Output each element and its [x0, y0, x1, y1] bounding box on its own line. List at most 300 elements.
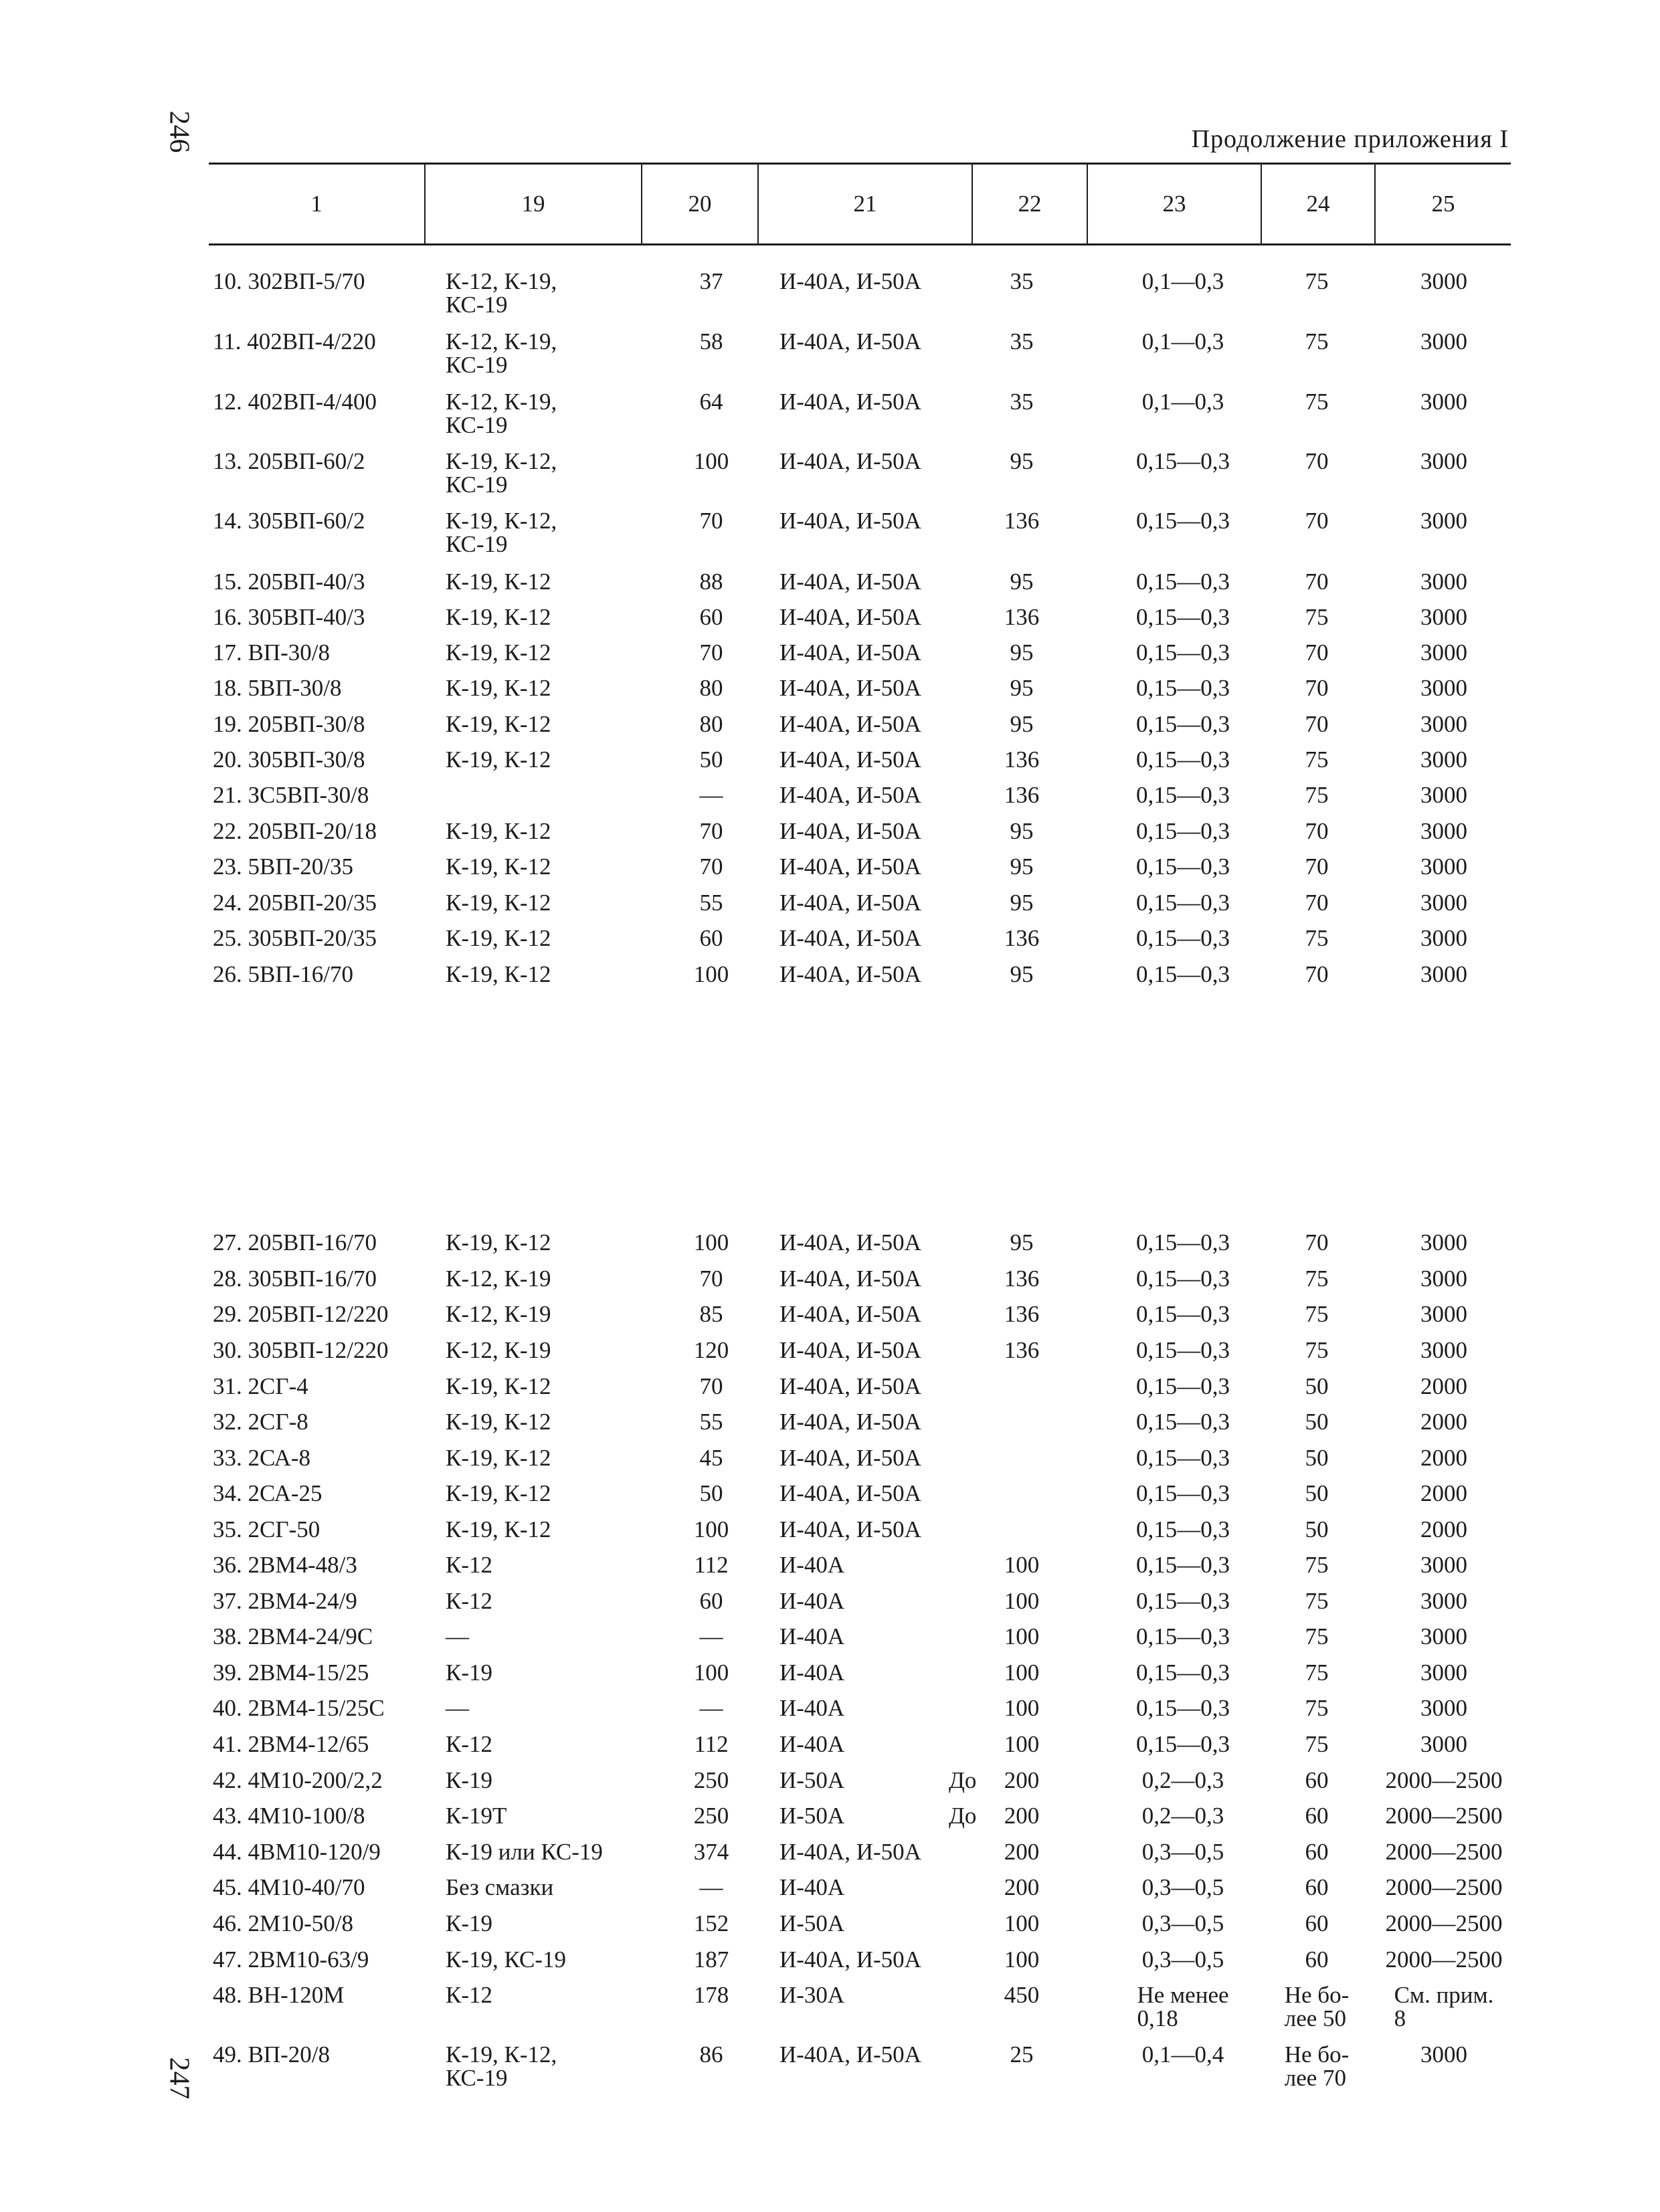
cell-grease-amount	[694, 1803, 729, 1828]
cell-grease-amount	[700, 819, 723, 843]
cell-line: КС-19	[446, 412, 508, 438]
cell-temperature	[1305, 1302, 1329, 1326]
cell-line: 0,15—0,3	[1136, 508, 1230, 534]
cell-line: 0,2—0,3	[1141, 1803, 1224, 1829]
cell-line: К-12, К-19,	[446, 328, 557, 355]
cell-temperature	[1305, 1338, 1329, 1363]
cell-line: И-40А, И-50А	[779, 925, 921, 951]
cell-oil-grade	[779, 747, 921, 772]
cell-line: 0,1—0,3	[1141, 389, 1224, 415]
cell-line: 2000—2500	[1385, 1910, 1503, 1936]
cell-pressure-range	[1142, 269, 1224, 294]
cell-line: 46. 2М10-50/8	[213, 1910, 353, 1936]
cell-line: К-19	[446, 1910, 492, 1936]
cell-line: 20. 305ВП-30/8	[213, 746, 365, 773]
cell-line: 86	[699, 2041, 723, 2068]
cell-operating-hours	[1420, 1302, 1467, 1326]
cell-oil-grade	[779, 1481, 921, 1506]
cell-oil-grade	[779, 1409, 921, 1434]
cell-pressure-range	[1136, 712, 1230, 736]
cell-line: 0,15—0,3	[1136, 604, 1230, 630]
cell-oil-amount	[1010, 676, 1034, 700]
cell-line: 136	[1004, 1301, 1040, 1327]
cell-line: 35	[1010, 268, 1034, 294]
cell-line: 0,15—0,3	[1136, 890, 1230, 916]
cell-oil-amount	[1004, 926, 1040, 950]
cell-line: К-19, К-12	[446, 569, 551, 595]
cell-line: 3000	[1420, 818, 1467, 844]
cell-line: 75	[1305, 268, 1329, 294]
cell-model-name	[213, 1911, 353, 1936]
cell-oil-grade	[779, 1983, 844, 2007]
cell-line: 0,15—0,3	[1136, 569, 1230, 595]
col-header-21: 21	[853, 191, 877, 217]
col-header-1: 1	[310, 191, 322, 217]
cell-line: И-40А, И-50А	[779, 782, 921, 808]
cell-pressure-range	[1136, 1409, 1230, 1434]
cell-lubricant-grease	[446, 676, 551, 700]
cell-line: 3000	[1420, 1229, 1467, 1255]
cell-pressure-range	[1142, 1875, 1224, 1900]
cell-line: И-40А, И-50А	[779, 639, 921, 666]
cell-pressure-range	[1136, 1338, 1230, 1363]
cell-line: 0,15—0,3	[1136, 782, 1230, 808]
cell-oil-grade	[779, 1302, 921, 1326]
cell-line: 3000	[1420, 448, 1467, 474]
cell-oil-grade	[779, 1374, 921, 1399]
cell-lubricant-grease	[446, 1947, 566, 1972]
cell-model-name	[213, 712, 365, 736]
cell-oil-grade	[779, 819, 921, 843]
cell-line: 3000	[1420, 1266, 1467, 1292]
cell-line: 50	[1305, 1480, 1329, 1506]
cell-line: 136	[1004, 1337, 1040, 1363]
cell-lubricant-grease	[446, 329, 557, 377]
cell-line: И-40А, И-50А	[779, 1480, 921, 1506]
cell-line: 24. 205ВП-20/35	[213, 890, 377, 916]
cell-oil-amount	[1004, 1947, 1040, 1972]
cell-operating-hours	[1420, 508, 1467, 533]
cell-line: 39. 2ВМ4-15/25	[213, 1660, 369, 1686]
cell-operating-hours	[1420, 1230, 1467, 1255]
cell-line: 100	[693, 448, 729, 474]
cell-model-name	[213, 1552, 357, 1577]
cell-temperature	[1305, 1589, 1329, 1613]
cell-oil-amount	[1010, 269, 1034, 294]
cell-oil-grade	[779, 1696, 844, 1720]
cell-line: 15. 205ВП-40/3	[213, 569, 365, 595]
cell-pressure-range	[1136, 1552, 1230, 1577]
cell-grease-amount	[694, 1338, 729, 1363]
cell-line: 60	[1305, 1910, 1329, 1936]
cell-line: 0,15—0,3	[1136, 1552, 1230, 1578]
cell-line: И-50А	[779, 1767, 845, 1793]
cell-temperature	[1305, 1445, 1329, 1470]
col-header-24: 24	[1306, 191, 1330, 217]
cell-line: 178	[693, 1982, 729, 2008]
cell-temperature	[1305, 1660, 1329, 1685]
cell-line: 42. 4М10-200/2,2	[213, 1767, 383, 1793]
cell-operating-hours	[1394, 1983, 1494, 2031]
cell-line: 3000	[1420, 1660, 1467, 1686]
cell-operating-hours	[1420, 1409, 1467, 1434]
cell-line: 38. 2ВМ4-24/9С	[213, 1623, 373, 1649]
cell-line: 136	[1004, 746, 1040, 773]
cell-line: К-19, К-12	[446, 1445, 551, 1471]
cell-line: 0,1—0,3	[1141, 268, 1224, 294]
cell-model-name	[213, 389, 377, 414]
cell-line: 75	[1305, 1731, 1329, 1757]
cell-line: 22. 205ВП-20/18	[213, 818, 377, 844]
cell-line: 0,3—0,5	[1141, 1874, 1224, 1900]
cell-model-name	[213, 2042, 330, 2067]
cell-line: 58	[699, 328, 723, 355]
cell-line: И-40А, И-50А	[779, 508, 921, 534]
cell-pressure-range	[1136, 819, 1230, 843]
cell-model-name	[213, 1947, 369, 1972]
cell-model-name	[213, 819, 377, 843]
cell-model-name	[213, 569, 365, 594]
cell-temperature	[1305, 676, 1329, 700]
cell-grease-amount	[700, 926, 723, 950]
cell-oil-amount	[1010, 2042, 1034, 2067]
cell-model-name	[213, 1660, 369, 1685]
cell-line: 136	[1004, 604, 1040, 630]
cell-line: 3000	[1420, 328, 1467, 355]
cell-oil-amount	[1004, 1732, 1040, 1756]
cell-oil-grade	[779, 1624, 844, 1649]
cell-pressure-range	[1142, 1839, 1224, 1864]
cell-line: 11. 402ВП-4/220	[213, 328, 376, 355]
cell-temperature	[1305, 962, 1329, 987]
cell-line: 100	[1004, 1946, 1040, 1973]
cell-oil-grade	[779, 1589, 844, 1613]
cell-pressure-range	[1136, 1517, 1230, 1542]
cell-oil-grade	[779, 269, 921, 294]
cell-oil-grade	[779, 1875, 844, 1900]
cell-line: 48. ВН-120М	[213, 1982, 345, 2008]
cell-line: —	[446, 1623, 469, 1649]
cell-lubricant-grease	[446, 1409, 551, 1434]
cell-line: 85	[699, 1301, 723, 1327]
cell-line: И-40А, И-50А	[779, 1409, 921, 1435]
cell-grease-amount	[700, 569, 723, 594]
cell-line: 55	[699, 890, 723, 916]
cell-line: 70	[699, 1266, 723, 1292]
cell-line: 100	[1004, 1731, 1040, 1757]
cell-operating-hours	[1420, 926, 1467, 950]
cell-model-name	[213, 508, 365, 533]
cell-temperature	[1285, 2042, 1350, 2090]
cell-operating-hours	[1420, 962, 1467, 987]
cell-oil-amount	[1004, 1696, 1040, 1720]
cell-pressure-range	[1142, 2042, 1224, 2067]
cell-model-name	[213, 1803, 365, 1828]
cell-grease-amount	[700, 1302, 723, 1326]
cell-line: И-30А	[779, 1982, 845, 2008]
cell-grease-amount	[700, 1624, 723, 1649]
cell-temperature	[1305, 1875, 1329, 1900]
cell-line: 200	[1004, 1839, 1040, 1865]
cell-pressure-range	[1136, 449, 1230, 474]
col-header-25: 25	[1431, 191, 1455, 217]
cell-lubricant-grease	[446, 1517, 551, 1542]
cell-line: 13. 205ВП-60/2	[213, 448, 365, 474]
cell-line: 2000	[1420, 1445, 1467, 1471]
cell-oil-amount	[1004, 1911, 1040, 1936]
cell-line: 112	[694, 1552, 729, 1578]
cell-line: 10. 302ВП-5/70	[213, 268, 365, 294]
cell-line: И-40А, И-50А	[779, 569, 921, 595]
cell-line: 0,15—0,3	[1136, 1480, 1230, 1506]
cell-lubricant-grease	[446, 1983, 492, 2007]
cell-line: И-40А	[779, 1874, 845, 1900]
cell-pressure-range	[1136, 783, 1230, 807]
cell-line: 95	[1010, 818, 1034, 844]
cell-line: 27. 205ВП-16/70	[213, 1229, 377, 1255]
cell-line: 0,15—0,3	[1136, 961, 1230, 987]
cell-line: 2000	[1420, 1480, 1467, 1506]
cell-oil-grade	[779, 783, 921, 807]
cell-line: 70	[699, 508, 723, 534]
cell-line: 70	[1305, 711, 1329, 737]
cell-line: 136	[1004, 925, 1040, 951]
cell-oil-grade	[779, 508, 921, 533]
cell-line: 3000	[1420, 2041, 1467, 2068]
cell-oil-grade	[779, 1517, 921, 1542]
cell-oil-grade	[779, 1911, 844, 1936]
cell-line: 28. 305ВП-16/70	[213, 1266, 377, 1292]
cell-grease-amount	[700, 1481, 723, 1506]
cell-grease-amount	[694, 1947, 729, 1972]
cell-lubricant-grease	[446, 747, 551, 772]
cell-line: К-19, К-12	[446, 1480, 551, 1506]
cell-line: И-50А	[779, 1910, 845, 1936]
cell-line: 3000	[1420, 853, 1467, 880]
cell-model-name	[213, 1517, 320, 1542]
cell-line: 70	[1305, 569, 1329, 595]
cell-temperature	[1305, 640, 1329, 665]
cell-operating-hours	[1386, 1875, 1503, 1900]
cell-pressure-range	[1142, 1768, 1224, 1793]
cell-line: 0,15—0,3	[1136, 448, 1230, 474]
cell-temperature	[1305, 569, 1329, 594]
cell-model-name	[213, 854, 353, 879]
cell-line: К-12	[446, 1552, 492, 1578]
cell-oil-grade	[779, 1803, 844, 1828]
cell-pressure-range	[1136, 962, 1230, 987]
cell-lubricant-grease	[446, 605, 551, 629]
cell-line: 26. 5ВП-16/70	[213, 961, 353, 987]
cell-line: 187	[693, 1946, 729, 1973]
cell-line: 25. 305ВП-20/35	[213, 925, 377, 951]
cell-line: К-19, К-12	[446, 925, 551, 951]
cell-line: 3000	[1420, 508, 1467, 534]
cell-operating-hours	[1420, 890, 1467, 915]
cell-line: 152	[693, 1910, 729, 1936]
cell-line: К-19, К-12	[446, 818, 551, 844]
cell-operating-hours	[1386, 1911, 1503, 1936]
cell-line: 0,15—0,3	[1136, 1337, 1230, 1363]
cell-line: Без смазки	[446, 1874, 554, 1900]
cell-line: 32. 2СГ-8	[213, 1409, 308, 1435]
cell-pressure-range	[1136, 1230, 1230, 1255]
cell-line: 374	[693, 1839, 729, 1865]
cell-line: И-40А, И-50А	[779, 853, 921, 880]
cell-temperature	[1305, 329, 1329, 354]
cell-line: 2000	[1420, 1409, 1467, 1435]
cell-line: 80	[699, 675, 723, 701]
cell-line: 0,15—0,3	[1136, 711, 1230, 737]
cell-oil-grade	[779, 962, 921, 987]
cell-oil-grade	[779, 449, 921, 474]
cell-line: И-40А, И-50А	[779, 1516, 921, 1542]
cell-lubricant-grease	[446, 1732, 492, 1756]
cell-line: К-19, КС-19	[446, 1946, 566, 1973]
cell-line: И-40А, И-50А	[779, 675, 921, 701]
cell-temperature	[1305, 1517, 1329, 1542]
cell-oil-amount	[1010, 449, 1034, 474]
cell-line: КС-19	[446, 292, 508, 318]
cell-line: И-40А, И-50А	[779, 1301, 921, 1327]
cell-grease-amount	[700, 890, 723, 915]
cell-line: 75	[1305, 1660, 1329, 1686]
cell-lubricant-grease	[446, 1839, 603, 1864]
cell-temperature	[1305, 819, 1329, 843]
cell-pressure-range	[1142, 1803, 1224, 1828]
cell-line: И-40А, И-50А	[779, 746, 921, 773]
cell-pressure-range	[1136, 854, 1230, 879]
cell-line: 3000	[1420, 389, 1467, 415]
cell-line: 70	[1305, 1229, 1329, 1255]
cell-model-name	[213, 747, 365, 772]
cell-line: 88	[699, 569, 723, 595]
cell-operating-hours	[1420, 676, 1467, 700]
cell-line: 60	[699, 604, 723, 630]
cell-temperature	[1305, 1266, 1329, 1291]
cell-line: И-50А	[779, 1803, 845, 1829]
cell-line: 16. 305ВП-40/3	[213, 604, 365, 630]
cell-line: 80	[699, 711, 723, 737]
cell-line: К-19, К-12,	[446, 508, 557, 534]
cell-line: 450	[1004, 1982, 1040, 2008]
cell-oil-amount	[1004, 605, 1040, 629]
cell-line: 100	[1004, 1695, 1040, 1721]
cell-line: К-19, К-12,	[446, 2041, 557, 2068]
cell-oil-grade	[779, 1230, 921, 1255]
cell-temperature	[1305, 389, 1329, 414]
cell-line: 3000	[1420, 961, 1467, 987]
cell-lubricant-grease	[446, 508, 557, 557]
cell-lubricant-grease	[446, 1624, 469, 1649]
cell-line: 3000	[1420, 746, 1467, 773]
cell-lubricant-grease	[446, 1230, 551, 1255]
cell-grease-amount	[694, 1552, 728, 1577]
cell-line: 200	[1004, 1874, 1040, 1900]
cell-pressure-range	[1136, 1589, 1230, 1613]
cell-grease-amount	[700, 1409, 723, 1434]
cell-grease-amount	[700, 1266, 723, 1291]
cell-line: 75	[1305, 925, 1329, 951]
cell-lubricant-grease	[446, 449, 557, 497]
cell-line: И-40А, И-50А	[779, 448, 921, 474]
cell-line: 3000	[1420, 890, 1467, 916]
cell-line: 95	[1010, 711, 1034, 737]
cell-line: К-19, К-12	[446, 853, 551, 880]
cell-operating-hours	[1386, 1803, 1503, 1828]
cell-line: лее 50	[1284, 2005, 1347, 2031]
cell-line: 100	[693, 1660, 729, 1686]
cell-line: 0,15—0,3	[1136, 1695, 1230, 1721]
cell-model-name	[213, 962, 353, 987]
cell-lubricant-grease	[446, 389, 557, 437]
cell-model-name	[213, 1589, 357, 1613]
cell-grease-amount	[700, 783, 723, 807]
cell-line: К-19, К-12	[446, 1373, 551, 1399]
cell-line: 35. 2СГ-50	[213, 1516, 320, 1542]
cell-line: К-19Т	[446, 1803, 507, 1829]
cell-operating-hours	[1386, 1839, 1503, 1864]
cell-temperature	[1305, 605, 1329, 629]
cell-line: 3000	[1420, 711, 1467, 737]
cell-line: 0,15—0,3	[1136, 1266, 1230, 1292]
cell-operating-hours	[1420, 329, 1467, 354]
cell-line: К-12, К-19	[446, 1337, 551, 1363]
cell-oil-amount	[1004, 1589, 1040, 1613]
cell-line: лее 70	[1284, 2065, 1347, 2091]
cell-line: 136	[1004, 508, 1040, 534]
cell-line: К-19, К-12	[446, 675, 551, 701]
page-number-top: 246	[163, 110, 195, 153]
col-header-19: 19	[521, 191, 545, 217]
cell-line: 37	[699, 268, 723, 294]
cell-line: 60	[1305, 1946, 1329, 1973]
continuation-title: Продолжение приложения I	[1191, 125, 1509, 153]
cell-model-name	[213, 329, 376, 354]
cell-line: —	[699, 782, 723, 808]
cell-grease-amount	[700, 712, 723, 736]
cell-line: 0,15—0,3	[1136, 925, 1230, 951]
cell-line: 8	[1394, 2005, 1406, 2031]
cell-operating-hours	[1420, 854, 1467, 879]
cell-line: И-40А, И-50А	[779, 268, 921, 294]
cell-line: 37. 2ВМ4-24/9	[213, 1588, 357, 1614]
cell-grease-amount	[694, 1911, 729, 1936]
cell-model-name	[213, 1409, 308, 1434]
cell-oil-amount	[1004, 1803, 1040, 1828]
cell-line: 100	[693, 1229, 729, 1255]
cell-line: 29. 205ВП-12/220	[213, 1301, 389, 1327]
cell-lubricant-grease	[446, 1374, 551, 1399]
cell-temperature	[1305, 1374, 1329, 1399]
cell-line: 45. 4М10-40/70	[213, 1874, 365, 1900]
cell-operating-hours	[1420, 1481, 1467, 1506]
cell-operating-hours	[1420, 1552, 1467, 1577]
cell-oil-amount	[1004, 1266, 1040, 1291]
cell-line: И-40А, И-50А	[779, 1229, 921, 1255]
cell-line: 75	[1305, 1552, 1329, 1578]
cell-line: —	[446, 1695, 469, 1721]
cell-line: 95	[1010, 639, 1034, 666]
cell-grease-amount	[694, 1517, 729, 1542]
cell-line: К-19, К-12	[446, 1409, 551, 1435]
cell-line: К-19, К-12	[446, 604, 551, 630]
cell-oil-grade	[779, 890, 921, 915]
cell-line: 60	[699, 925, 723, 951]
cell-line: 31. 2СГ-4	[213, 1373, 308, 1399]
cell-line: 47. 2ВМ10-63/9	[213, 1946, 369, 1973]
cell-line: КС-19	[446, 531, 508, 557]
